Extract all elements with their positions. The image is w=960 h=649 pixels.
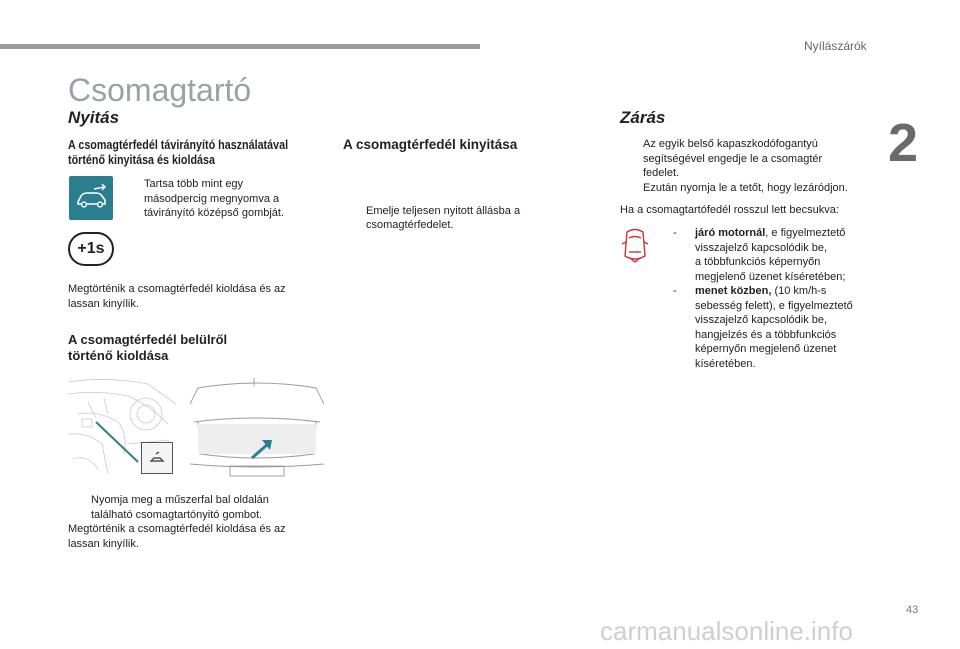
remote-bullet-line3: távirányító középső gombját. xyxy=(144,207,285,219)
closing-heading: Zárás xyxy=(620,108,666,127)
item1-rest: , e figyelmeztető xyxy=(765,227,846,239)
item2-line6: kíséretében. xyxy=(695,357,756,370)
remote-result-line2: lassan kinyílik. xyxy=(68,297,139,310)
page-number: 43 xyxy=(906,604,919,616)
open-lid-bullet-line1: Emelje teljesen nyitott állásba a xyxy=(366,204,521,217)
trunk-rear-illustration xyxy=(190,374,324,486)
closing-bullets xyxy=(620,137,880,195)
open-trunk-warning-icon xyxy=(620,226,650,264)
open-lid-bullet xyxy=(343,204,606,233)
car-trunk-remote-icon xyxy=(69,176,113,220)
badly-closed-intro: Ha a csomagtartófedél rosszul lett becsukva: xyxy=(620,204,839,216)
closing-bullet2: Ezután nyomja le a tetőt, hogy lezáródjon. xyxy=(643,181,848,194)
remote-heading-line2: történő kinyitása és kioldása xyxy=(68,153,215,167)
inside-heading-line2: történő kioldása xyxy=(68,348,169,363)
warning-details xyxy=(673,226,893,371)
dash-marker: - xyxy=(673,227,677,239)
item2-line3: visszajelző kapcsolódik be, xyxy=(695,314,828,326)
opening-heading: Nyitás xyxy=(68,108,120,127)
item2-bold: menet közben, xyxy=(695,285,772,297)
open-lid-heading: A csomagtérfedél kinyitása xyxy=(343,137,518,152)
remote-bullet-line1: Tartsa több mint egy xyxy=(144,178,244,190)
chapter-number: 2 xyxy=(888,113,919,173)
inside-result-line2: lassan kinyílik. xyxy=(68,537,139,550)
page-title: Csomagtartó xyxy=(68,72,252,108)
closing-bullet1-line3: fedelet. xyxy=(643,167,680,179)
remote-result xyxy=(68,282,328,311)
item1-line4: megjelenő üzenet kíséretében; xyxy=(695,270,846,283)
item2-line4: hangjelzés és a többfunkciós xyxy=(695,328,837,341)
inside-result-line1: Megtörténik a csomagtérfedél kioldása és az xyxy=(68,523,286,535)
remote-heading-line1: A csomagtérfedél távirányító használatával xyxy=(68,138,289,152)
watermark: carmanualsonline.info xyxy=(600,616,853,646)
section-name: Nyílászárók xyxy=(804,39,867,53)
item2-line2: sebesség felett), e figyelmeztető xyxy=(695,299,853,312)
top-rule xyxy=(0,44,480,49)
remote-bullet-line2: másodpercig megnyomva a xyxy=(144,192,280,205)
remote-result-line1: Megtörténik a csomagtérfedél kioldása és az xyxy=(68,283,286,295)
closing-bullet1-line2: segítségével engedje le a csomagtér xyxy=(643,152,823,165)
trunk-release-button-icon xyxy=(141,442,173,474)
inside-bullet-line1: Nyomja meg a műszerfal bal oldalán xyxy=(91,494,269,506)
open-lid-bullet-line2: csomagtérfedelet. xyxy=(366,219,454,231)
plus-one-second-icon: +1s xyxy=(68,232,114,266)
item2-line5: képernyőn megjelenő üzenet xyxy=(695,343,837,355)
inside-heading xyxy=(68,332,227,364)
closing-bullet1-line1: Az egyik belső kapaszkodófogantyú xyxy=(643,138,818,150)
item2-rest: (10 km/h-s xyxy=(771,285,827,297)
inside-bullet-line2: található csomagtartónyitó gombot. xyxy=(91,508,263,521)
item1-line3: a többfunkciós képernyőn xyxy=(695,256,821,268)
dash-marker: - xyxy=(673,285,677,297)
remote-bullet xyxy=(121,177,344,221)
inside-instructions xyxy=(68,493,338,551)
item1-bold: járó motornál xyxy=(695,227,766,239)
inside-heading-line1: A csomagtérfedél belülről xyxy=(68,332,228,347)
item1-line2: visszajelző kapcsolódik be, xyxy=(695,241,828,254)
